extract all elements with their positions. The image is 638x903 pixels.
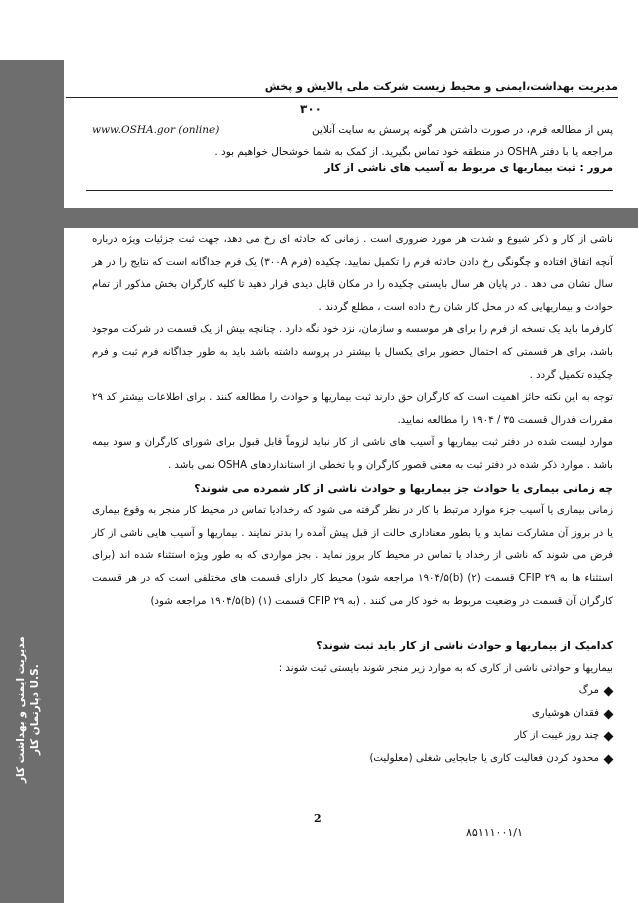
diamond-bullet-icon	[604, 687, 614, 697]
sidebar-line-1: مدیریت ایمنی و بهداشت کار	[15, 636, 27, 784]
list-item	[92, 703, 613, 726]
heading-2: کدامیک از بیماریها و حوادث ناشی از کار باید ثبت شوند؟	[316, 639, 613, 653]
intro-line-2: مراجعه یا با دفتر OSHA در منطقه خود تماس بگیرید. از کمک به شما خوشحال خواهیم بود .	[214, 146, 613, 158]
form-code: ۳۰۰	[300, 102, 322, 116]
list-item	[92, 680, 613, 703]
paragraph-5: زمانی بیماری یا آسیب جزء موارد مرتبط با کار در نظر گرفته می شود که رخدادیا تماس در محیط کار منجر به وقوع بیماری یا در بروز آن مشارکت نماید و یا بطور معناداری حالت از قبل پیش آمده را بدتر نمایند . بیماریها و آسیب هایی ناشی از کار فرض می شوند که ناشی از رخداد یا تماس در محیط کار بروز نماید . بجز مواردی که به طور ویژه استثناء شده اند (برای استثناء ها به ۲۹ CFIP قسمت (۲) (b)۱۹۰۴/۵ مراجعه شود) محیط کار دارای قسمت های مختلفی است که در هر قسمت کارگران آن قسمت در وضعیت مربوط به خود کار می کنند . (به ۲۹ CFIP قسمت (۱) (b)۱۹۰۴/۵ مراجعه شود)	[92, 505, 613, 607]
paragraph-2: کارفرما باید یک نسخه از فرم را برای هر موسسه و سازمان، نزد خود نگه دارد . چنانچه بیش از یک قسمت در شرکت موجود باشد، برای هر قسمتی که احتمال حضور برای یکسال یا بیشتر در پروسه داشته باشد باید به طور جداگانه فرم ثبت و فرم چکیده تکمیل گردد .	[91, 324, 613, 381]
diamond-bullet-icon	[604, 732, 614, 742]
list-item-label: مرگ	[578, 685, 599, 697]
diamond-bullet-icon	[604, 709, 614, 719]
list-item	[92, 725, 613, 748]
list-item-label: محدود کردن فعالیت کاری یا جابجایی شغلی (معلولیت)	[369, 753, 599, 765]
intro-paragraph	[92, 119, 613, 163]
osha-website-link[interactable]: www.OSHA.gor (online)	[92, 124, 220, 136]
document-code: ۸۵۱۱۱۰۰۱/۱	[466, 826, 523, 839]
diamond-bullet-icon	[604, 755, 614, 765]
header-divider	[66, 97, 618, 98]
paragraph-4: موارد لیست شده در دفتر ثبت بیماریها و آسیب های ناشی از کار نباید لزوماً قابل قبول برای شورای کارگران و سود بیمه باشد . موارد ذکر شده در دفتر ثبت به معنی قصور کارگران و یا تخطی از استانداردهای OSHA نمی باشد .	[92, 437, 613, 471]
spacer	[92, 613, 613, 635]
header-title: مدیریت بهداشت،ایمنی و محیط زیست شرکت ملی پالایش و پخش	[264, 80, 618, 93]
body-content	[92, 229, 613, 771]
grey-separator-band	[64, 208, 638, 228]
sidebar-line-2: دپارتمان کار U.S.	[29, 664, 41, 756]
record-criteria-list	[92, 680, 613, 770]
paragraph-1: ناشی از کار و ذکر شیوع و شدت هر مورد ضروری است . زمانی که حادثه ای رخ می دهد، جهت ثبت جزئیات ویژه درباره آنچه اتفاق افتاده و چگونگی رخ دادن حادثه فرم را تکمیل نمایید. چکیده (فرم ۳۰۰A) یک فرم جداگانه است که نتایج را در هر سال نشان می دهد . در پایان هر سال بایستی چکیده را در مکان قابل دیدی قرار دهید تا کلیه کارگران بخش مذکور از تمام حوادث و بیماریهایی که در محل کار شان رخ داده است ، مطلع گردند .	[92, 234, 613, 313]
list-item	[92, 748, 613, 771]
page-number: 2	[314, 812, 322, 825]
paragraph-3: توجه به این نکته حائز اهمیت است که کارگران حق دارند ثبت بیماریها و حوادث را مطالعه کنند . برای اطلاعات بیشتر کد ۲۹ مقررات فدرال قسمت ۳۵ / ۱۹۰۴ را مطالعه نمایید.	[92, 392, 613, 426]
intro-line-1-text: پس از مطالعه فرم، در صورت داشتن هر گونه پرسش به سایت آنلاین	[312, 124, 613, 136]
section-subtitle: مرور : ثبت بیماریها ی مربوط به آسیب های ناشی از کار	[324, 162, 613, 174]
intro-line-1	[92, 119, 613, 141]
sidebar-caption	[14, 580, 54, 840]
sidebar-band	[0, 60, 64, 903]
subtitle-divider	[86, 190, 613, 191]
list-item-label: چند روز غیبت از کار	[514, 730, 599, 742]
paragraph-6: بیماریها و حوادثی ناشی از کاری که به موارد زیر منجر شوند بایستی ثبت شوند :	[278, 662, 613, 674]
heading-1: چه زمانی بیماری یا حوادث جز بیماریها و حوادث ناشی از کار شمرده می شوند؟	[194, 481, 613, 495]
list-item-label: فقدان هوشیاری	[531, 707, 599, 719]
